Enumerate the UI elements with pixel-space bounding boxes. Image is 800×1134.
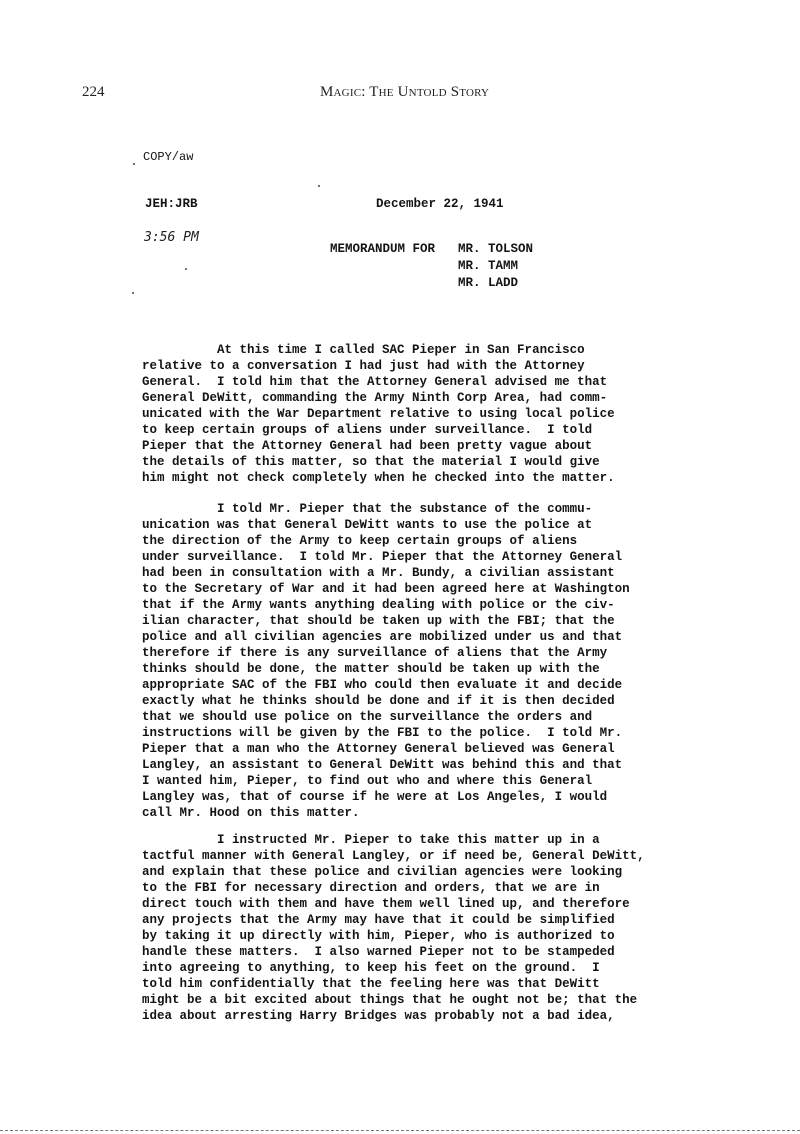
memo-text-line: to the Secretary of War and it had been agreed here at Washington — [142, 582, 630, 596]
memo-text-line: Pieper that a man who the Attorney General believed was General — [142, 742, 615, 756]
page-number: 224 — [82, 84, 105, 100]
book-title-text: Magic: The Untold Story — [320, 84, 490, 100]
memo-text-line: to keep certain groups of aliens under surveillance. I told — [142, 423, 593, 437]
scan-speck — [318, 185, 320, 187]
memo-text-line: Langley was, that of course if he were at Los Angeles, I would — [142, 790, 608, 804]
scan-speck — [185, 268, 187, 270]
recipient-tolson: MR. TOLSON — [458, 242, 534, 256]
memo-text-line: General DeWitt, commanding the Army Ninth Corp Area, had comm- — [142, 391, 608, 405]
memo-text-line: any projects that the Army may have that it could be simplified — [142, 913, 615, 927]
handwritten-time: 3:56 PM — [144, 230, 199, 245]
memo-text-line: exactly what he thinks should be done and if it is then decided — [142, 694, 615, 708]
memo-text-line: ilian character, that should be taken up with the FBI; that the — [142, 614, 615, 628]
memo-text-line: idea about arresting Harry Bridges was probably not a bad idea, — [142, 1009, 615, 1023]
memo-text-line: unication was that General DeWitt wants to use the police at — [142, 518, 593, 532]
copy-mark: COPY/aw — [143, 150, 194, 164]
recipient-ladd: MR. LADD — [458, 276, 519, 290]
memo-text-line: At this time I called SAC Pieper in San Francisco — [142, 343, 585, 357]
memo-text-line: that we should use police on the surveillance the orders and — [142, 710, 593, 724]
page-bottom-rule — [0, 1130, 800, 1131]
memo-text-line: direct touch with them and have them well lined up, and therefore — [142, 897, 630, 911]
recipient-tamm: MR. TAMM — [458, 259, 519, 273]
memo-text-line: might be a bit excited about things that he ought not be; that the — [142, 993, 638, 1007]
memo-text-line: Pieper that the Attorney General had been pretty vague about — [142, 439, 593, 453]
memo-text-line: I wanted him, Pieper, to find out who and where this General — [142, 774, 593, 788]
memo-text-line: under surveillance. I told Mr. Pieper that the Attorney General — [142, 550, 623, 564]
memo-text-line: relative to a conversation I had just had with the Attorney — [142, 359, 585, 373]
memo-text-line: thinks should be done, the matter should be taken up with the — [142, 662, 600, 676]
memo-text-line: General. I told him that the Attorney General advised me that — [142, 375, 608, 389]
memo-text-line: to the FBI for necessary direction and orders, that we are in — [142, 881, 600, 895]
memo-text-line: instructions will be given by the FBI to the police. I told Mr. — [142, 726, 623, 740]
book-title — [320, 84, 489, 101]
memo-text-line: into agreeing to anything, to keep his feet on the ground. I — [142, 961, 600, 975]
memo-text-line: had been in consultation with a Mr. Bundy, a civilian assistant — [142, 566, 615, 580]
memo-text-line: I instructed Mr. Pieper to take this matter up in a — [142, 833, 600, 847]
memo-text-line: therefore if there is any surveillance of aliens that the Army — [142, 646, 608, 660]
memo-date: December 22, 1941 — [376, 197, 504, 211]
memo-text-line: that if the Army wants anything dealing with police or the civ- — [142, 598, 615, 612]
scan-speck — [132, 292, 134, 294]
memo-text-line: unicated with the War Department relative to using local police — [142, 407, 615, 421]
memo-text-line: Langley, an assistant to General DeWitt was behind this and that — [142, 758, 623, 772]
memo-text-line: told him confidentially that the feeling here was that DeWitt — [142, 977, 600, 991]
scan-speck — [133, 163, 135, 165]
memo-text-line: the direction of the Army to keep certain groups of aliens — [142, 534, 578, 548]
memorandum-for-label: MEMORANDUM FOR — [330, 242, 436, 256]
memo-text-line: the details of this matter, so that the material I would give — [142, 455, 600, 469]
typist-initials: JEH:JRB — [145, 197, 198, 211]
memo-text-line: appropriate SAC of the FBI who could then evaluate it and decide — [142, 678, 623, 692]
memo-text-line: him might not check completely when he checked into the matter. — [142, 471, 615, 485]
memo-text-line: by taking it up directly with him, Pieper, who is authorized to — [142, 929, 615, 943]
memo-text-line: tactful manner with General Langley, or if need be, General DeWitt, — [142, 849, 645, 863]
memo-text-line: call Mr. Hood on this matter. — [142, 806, 360, 820]
memo-text-line: police and all civilian agencies are mobilized under us and that — [142, 630, 623, 644]
memo-text-line: handle these matters. I also warned Pieper not to be stampeded — [142, 945, 615, 959]
memo-text-line: and explain that these police and civilian agencies were looking — [142, 865, 623, 879]
memo-text-line: I told Mr. Pieper that the substance of the commu- — [142, 502, 593, 516]
